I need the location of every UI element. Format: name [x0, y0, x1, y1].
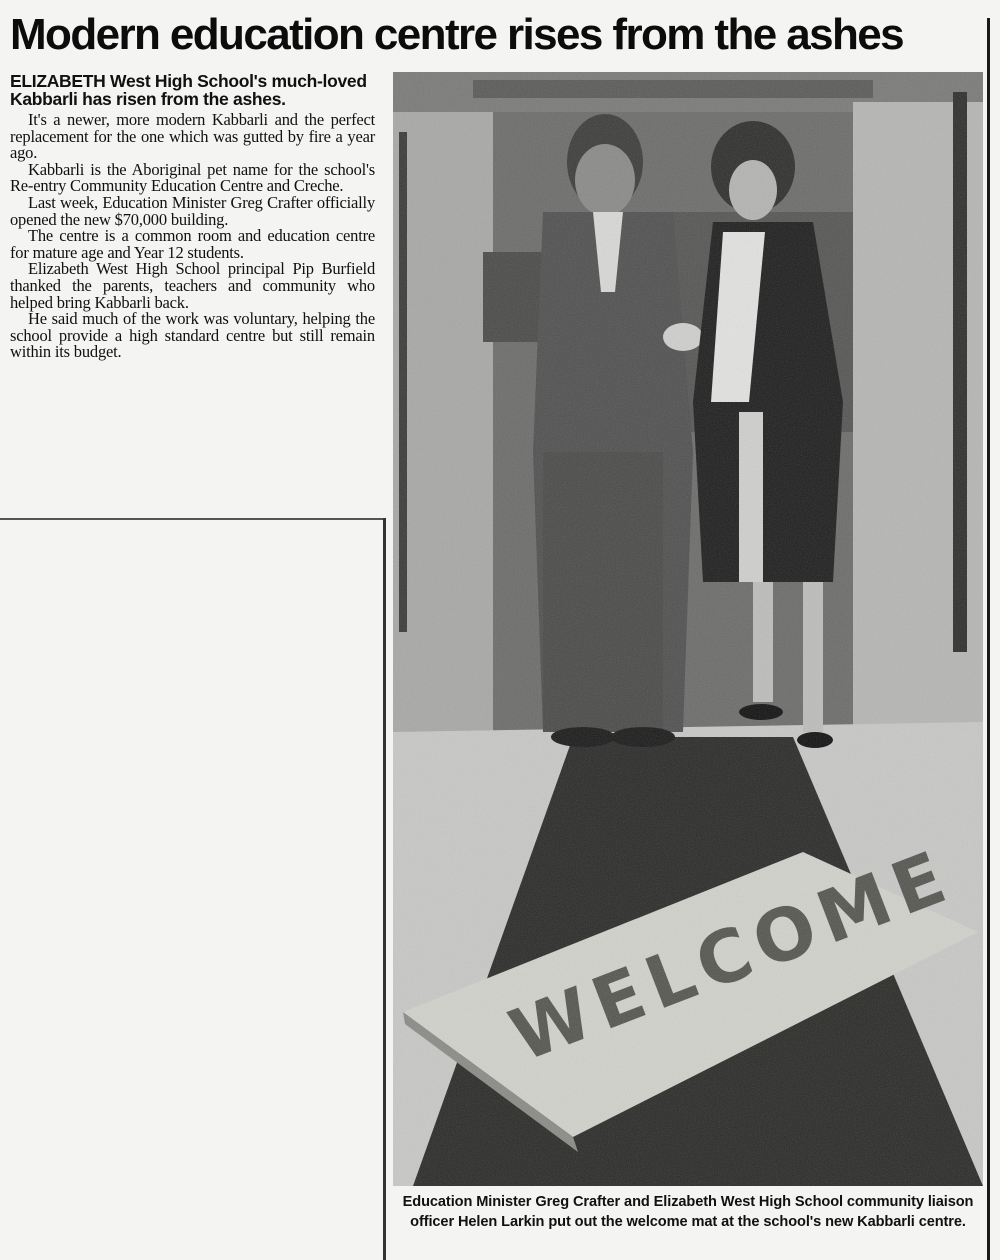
- lead-paragraph: ELIZABETH West High School's much-loved Kabbarli has risen from the ashes.: [10, 71, 367, 109]
- column-rule: [987, 18, 990, 1260]
- body-paragraph-3: Last week, Education Minister Greg Crafter officially opened the new $70,000 building.: [10, 192, 375, 229]
- box-rule-vertical: [383, 518, 386, 1260]
- body-paragraph-5: Elizabeth West High School principal Pip Burfield thanked the parents, teachers and community who helped bring Kabbarli back.: [10, 259, 375, 312]
- headline: Modern education centre rises from the ashes: [10, 10, 903, 59]
- box-rule-horizontal: [0, 518, 384, 520]
- body-paragraph-4: The centre is a common room and education centre for mature age and Year 12 students.: [10, 226, 375, 262]
- photo-caption: Education Minister Greg Crafter and Elizabeth West High School community liaison officer Helen Larkin put out the welcome mat at the school's new Kabbarli centre.: [402, 1194, 974, 1230]
- body-paragraph-1: It's a newer, more modern Kabbarli and the perfect replacement for the one which was gutted by fire a year ago.: [10, 110, 375, 163]
- article-body: [10, 72, 375, 361]
- body-paragraph-6: He said much of the work was voluntary, helping the school provide a high standard centre but still remain within its budget.: [10, 309, 375, 362]
- body-paragraph-2: Kabbarli is the Aboriginal pet name for the school's Re-entry Community Education Centre and Creche.: [10, 159, 375, 196]
- news-photo: [393, 72, 983, 1186]
